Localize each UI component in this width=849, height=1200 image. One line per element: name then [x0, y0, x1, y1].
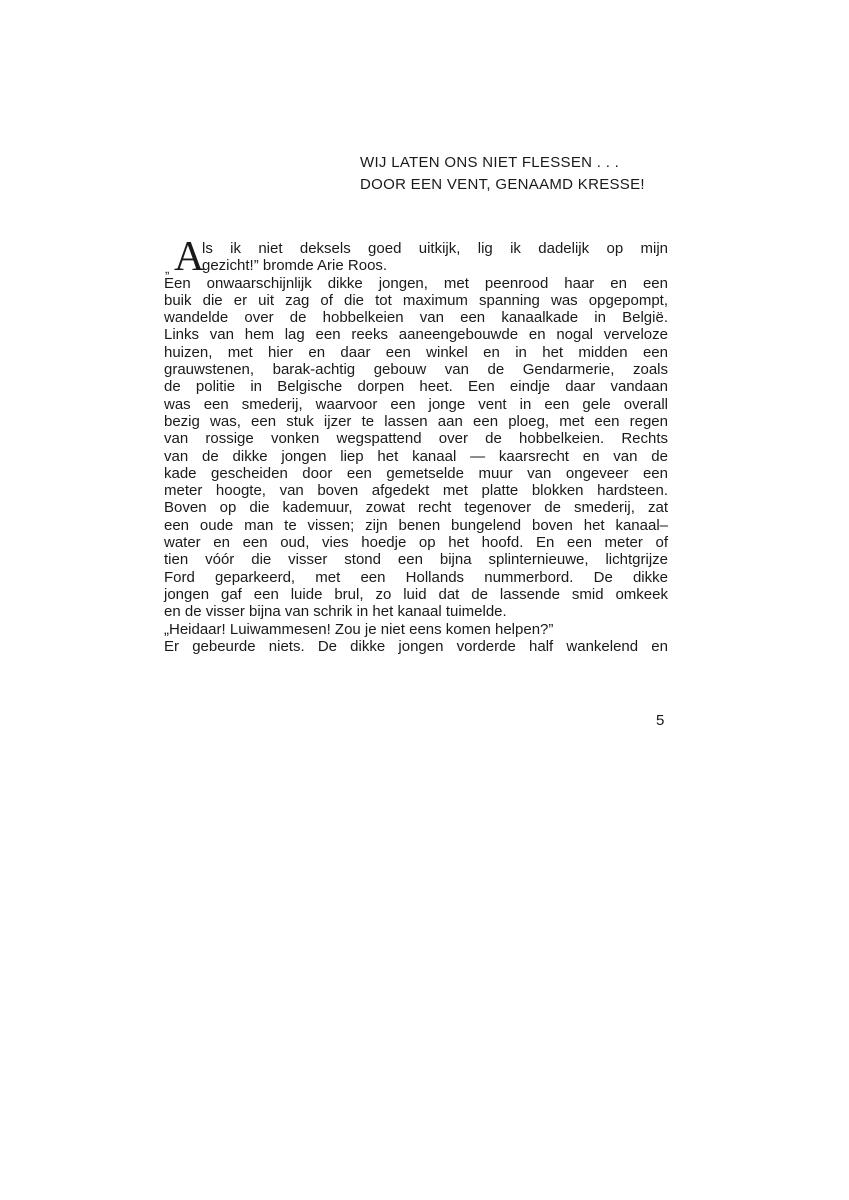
text-line: Een onwaarschijnlijk dikke jongen, met peenrood haar en een [164, 274, 668, 292]
text-line: een oude man te vissen; zijn benen bungelend boven het kanaal– [164, 516, 668, 534]
text-line: tien vóór die visser stond een bijna splinternieuwe, lichtgrijze [164, 551, 668, 569]
text-line: Ford geparkeerd, met een Hollands nummerbord. De dikke [164, 568, 668, 586]
text-line: van de dikke jongen liep het kanaal — kaarsrecht en van de [164, 447, 668, 465]
chapter-title [360, 152, 690, 196]
opening-quote-mark: „ [165, 261, 170, 276]
text-line: gezicht!” bromde Arie Roos. [202, 257, 388, 275]
text-line: ls ik niet deksels goed uitkijk, lig ik dadelijk op mijn [202, 240, 668, 257]
text-line: en de visser bijna van schrik in het kanaal tuimelde. [164, 603, 507, 621]
text-line: „Heidaar! Luiwammesen! Zou je niet eens komen helpen?” [164, 620, 554, 638]
text-line: huizen, met hier en daar een winkel en in het midden een [164, 343, 668, 361]
text-line: grauwstenen, barak-achtig gebouw van de Gendarmerie, zoals [164, 361, 668, 379]
text-line: kade gescheiden door een gemetselde muur van ongeveer een [164, 464, 668, 482]
text-line: Links van hem lag een reeks aaneengebouwde en nogal verveloze [164, 326, 668, 344]
page-number: 5 [656, 712, 665, 729]
text-line: Boven op die kademuur, zowat recht tegenover de smederij, zat [164, 499, 668, 517]
text-line: bezig was, een stuk ijzer te lassen aan een ploeg, met een regen [164, 412, 668, 430]
text-line: water en een oud, vies hoedje op het hoofd. En een meter of [164, 534, 668, 552]
text-line: meter hoogte, van boven afgedekt met platte blokken hardsteen. [164, 482, 668, 500]
chapter-title-line-1: WIJ LATEN ONS NIET FLESSEN . . . [360, 154, 620, 171]
drop-cap: A [174, 234, 205, 280]
text-line: wandelde over de hobbelkeien van een kanaalkade in België. [164, 309, 668, 327]
text-line: van rossige vonken wegspattend over de hobbelkeien. Rechts [164, 430, 668, 448]
body-text [164, 240, 668, 655]
text-line: was een smederij, waarvoor een jonge vent in een gele overall [164, 395, 668, 413]
text-line: Er gebeurde niets. De dikke jongen vorderde half wankelend en [164, 637, 668, 655]
chapter-title-line-2: DOOR EEN VENT, GENAAMD KRESSE! [360, 176, 645, 193]
text-line: de politie in Belgische dorpen heet. Een eindje daar vandaan [164, 378, 668, 396]
text-line: buik die er uit zag of die tot maximum spanning was opgepompt, [164, 291, 668, 309]
text-line: jongen gaf een luide brul, zo luid dat de lassende smid omkeek [164, 585, 668, 603]
